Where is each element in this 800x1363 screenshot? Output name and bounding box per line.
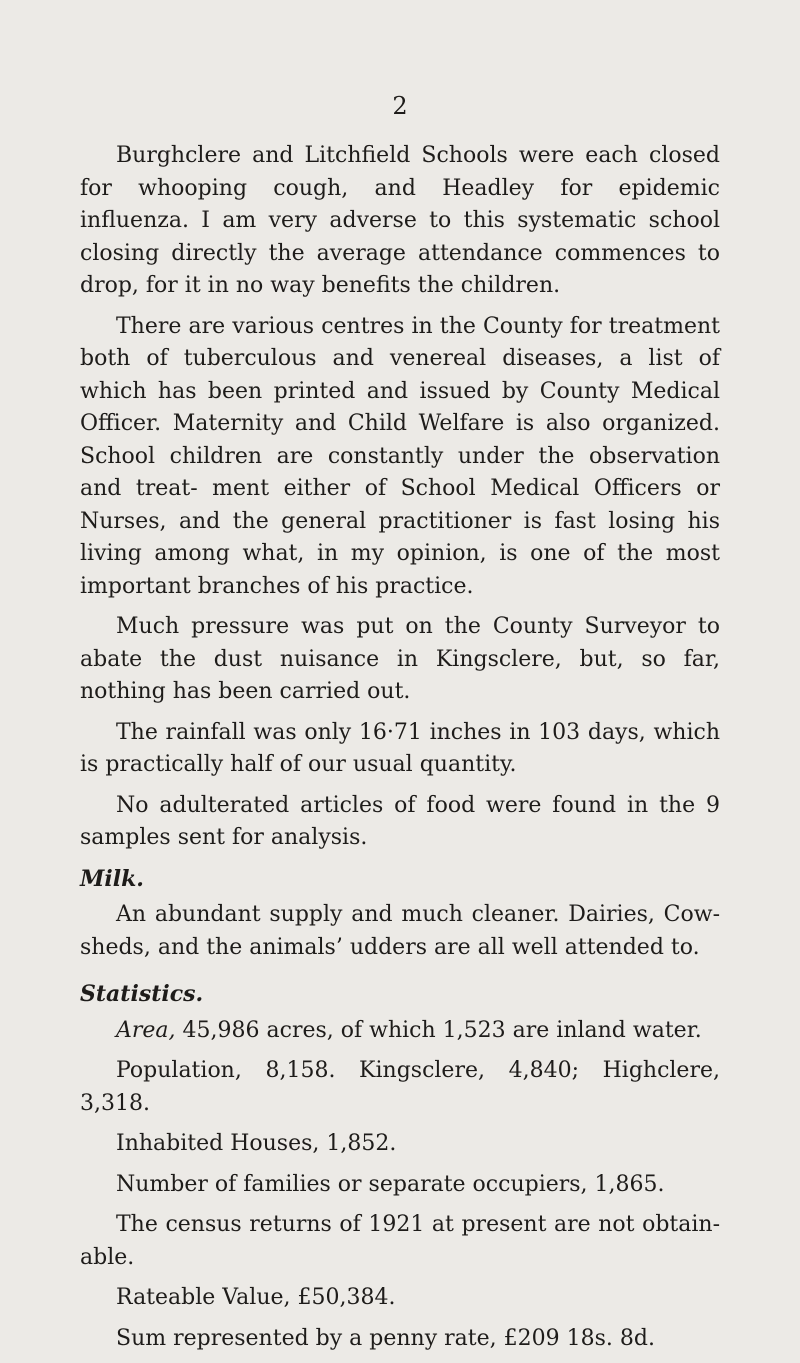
paragraph-treatment-centres: There are various centres in the County for treatment both of tuberculous and venereal diseases, a list of which has been printed and issued by County Medical Officer. Maternity and Child Welfare is also organized. School children are constantly under the observation and treat- ment either of School Medical Officers or Nurses, and the general practitioner is fast losing his living among what, in my opinion, is one of the most important branches of his practice. — [80, 313, 720, 599]
stat-rateable-value: Rateable Value, £50,384. — [116, 1285, 396, 1310]
body-text — [80, 140, 720, 1363]
stat-census: The census returns of 1921 at present are not obtain- able. — [80, 1212, 720, 1270]
paragraph-dust-nuisance: Much pressure was put on the County Surveyor to abate the dust nuisance in Kingsclere, but, so far, nothing has been carried out. — [80, 614, 720, 704]
stat-area-value: 45,986 acres, of which 1,523 are inland water. — [175, 1017, 702, 1043]
paragraph-rainfall: The rainfall was only 16·71 inches in 103 days, which is practically half of our usual quantity. — [80, 719, 720, 777]
stat-population: Population, 8,158. Kingsclere, 4,840; Highclere, 3,318. — [80, 1058, 720, 1116]
heading-milk: Milk. — [80, 865, 144, 892]
heading-statistics: Statistics. — [80, 981, 204, 1007]
stat-area — [80, 1015, 720, 1048]
paragraph-school-closures: Burghclere and Litchfield Schools were each closed for whooping cough, and Headley for epidemic influenza. I am very adverse to this systematic school closing directly the average attendance commences to drop, for it in no way benefits the children. — [80, 143, 720, 298]
paragraph-milk: An abundant supply and much cleaner. Dairies, Cow- sheds, and the animals’ udders are all well attended to. — [80, 902, 720, 960]
stat-houses: Inhabited Houses, 1,852. — [116, 1131, 397, 1156]
paragraph-food-analysis: No adulterated articles of food were found in the 9 samples sent for analysis. — [80, 792, 720, 850]
stat-families: Number of families or separate occupiers, 1,865. — [116, 1171, 665, 1197]
stat-area-label: Area, — [116, 1017, 176, 1043]
page-number: 2 — [392, 92, 408, 120]
stat-penny-rate: Sum represented by a penny rate, £209 18s. 8d. — [116, 1325, 655, 1351]
